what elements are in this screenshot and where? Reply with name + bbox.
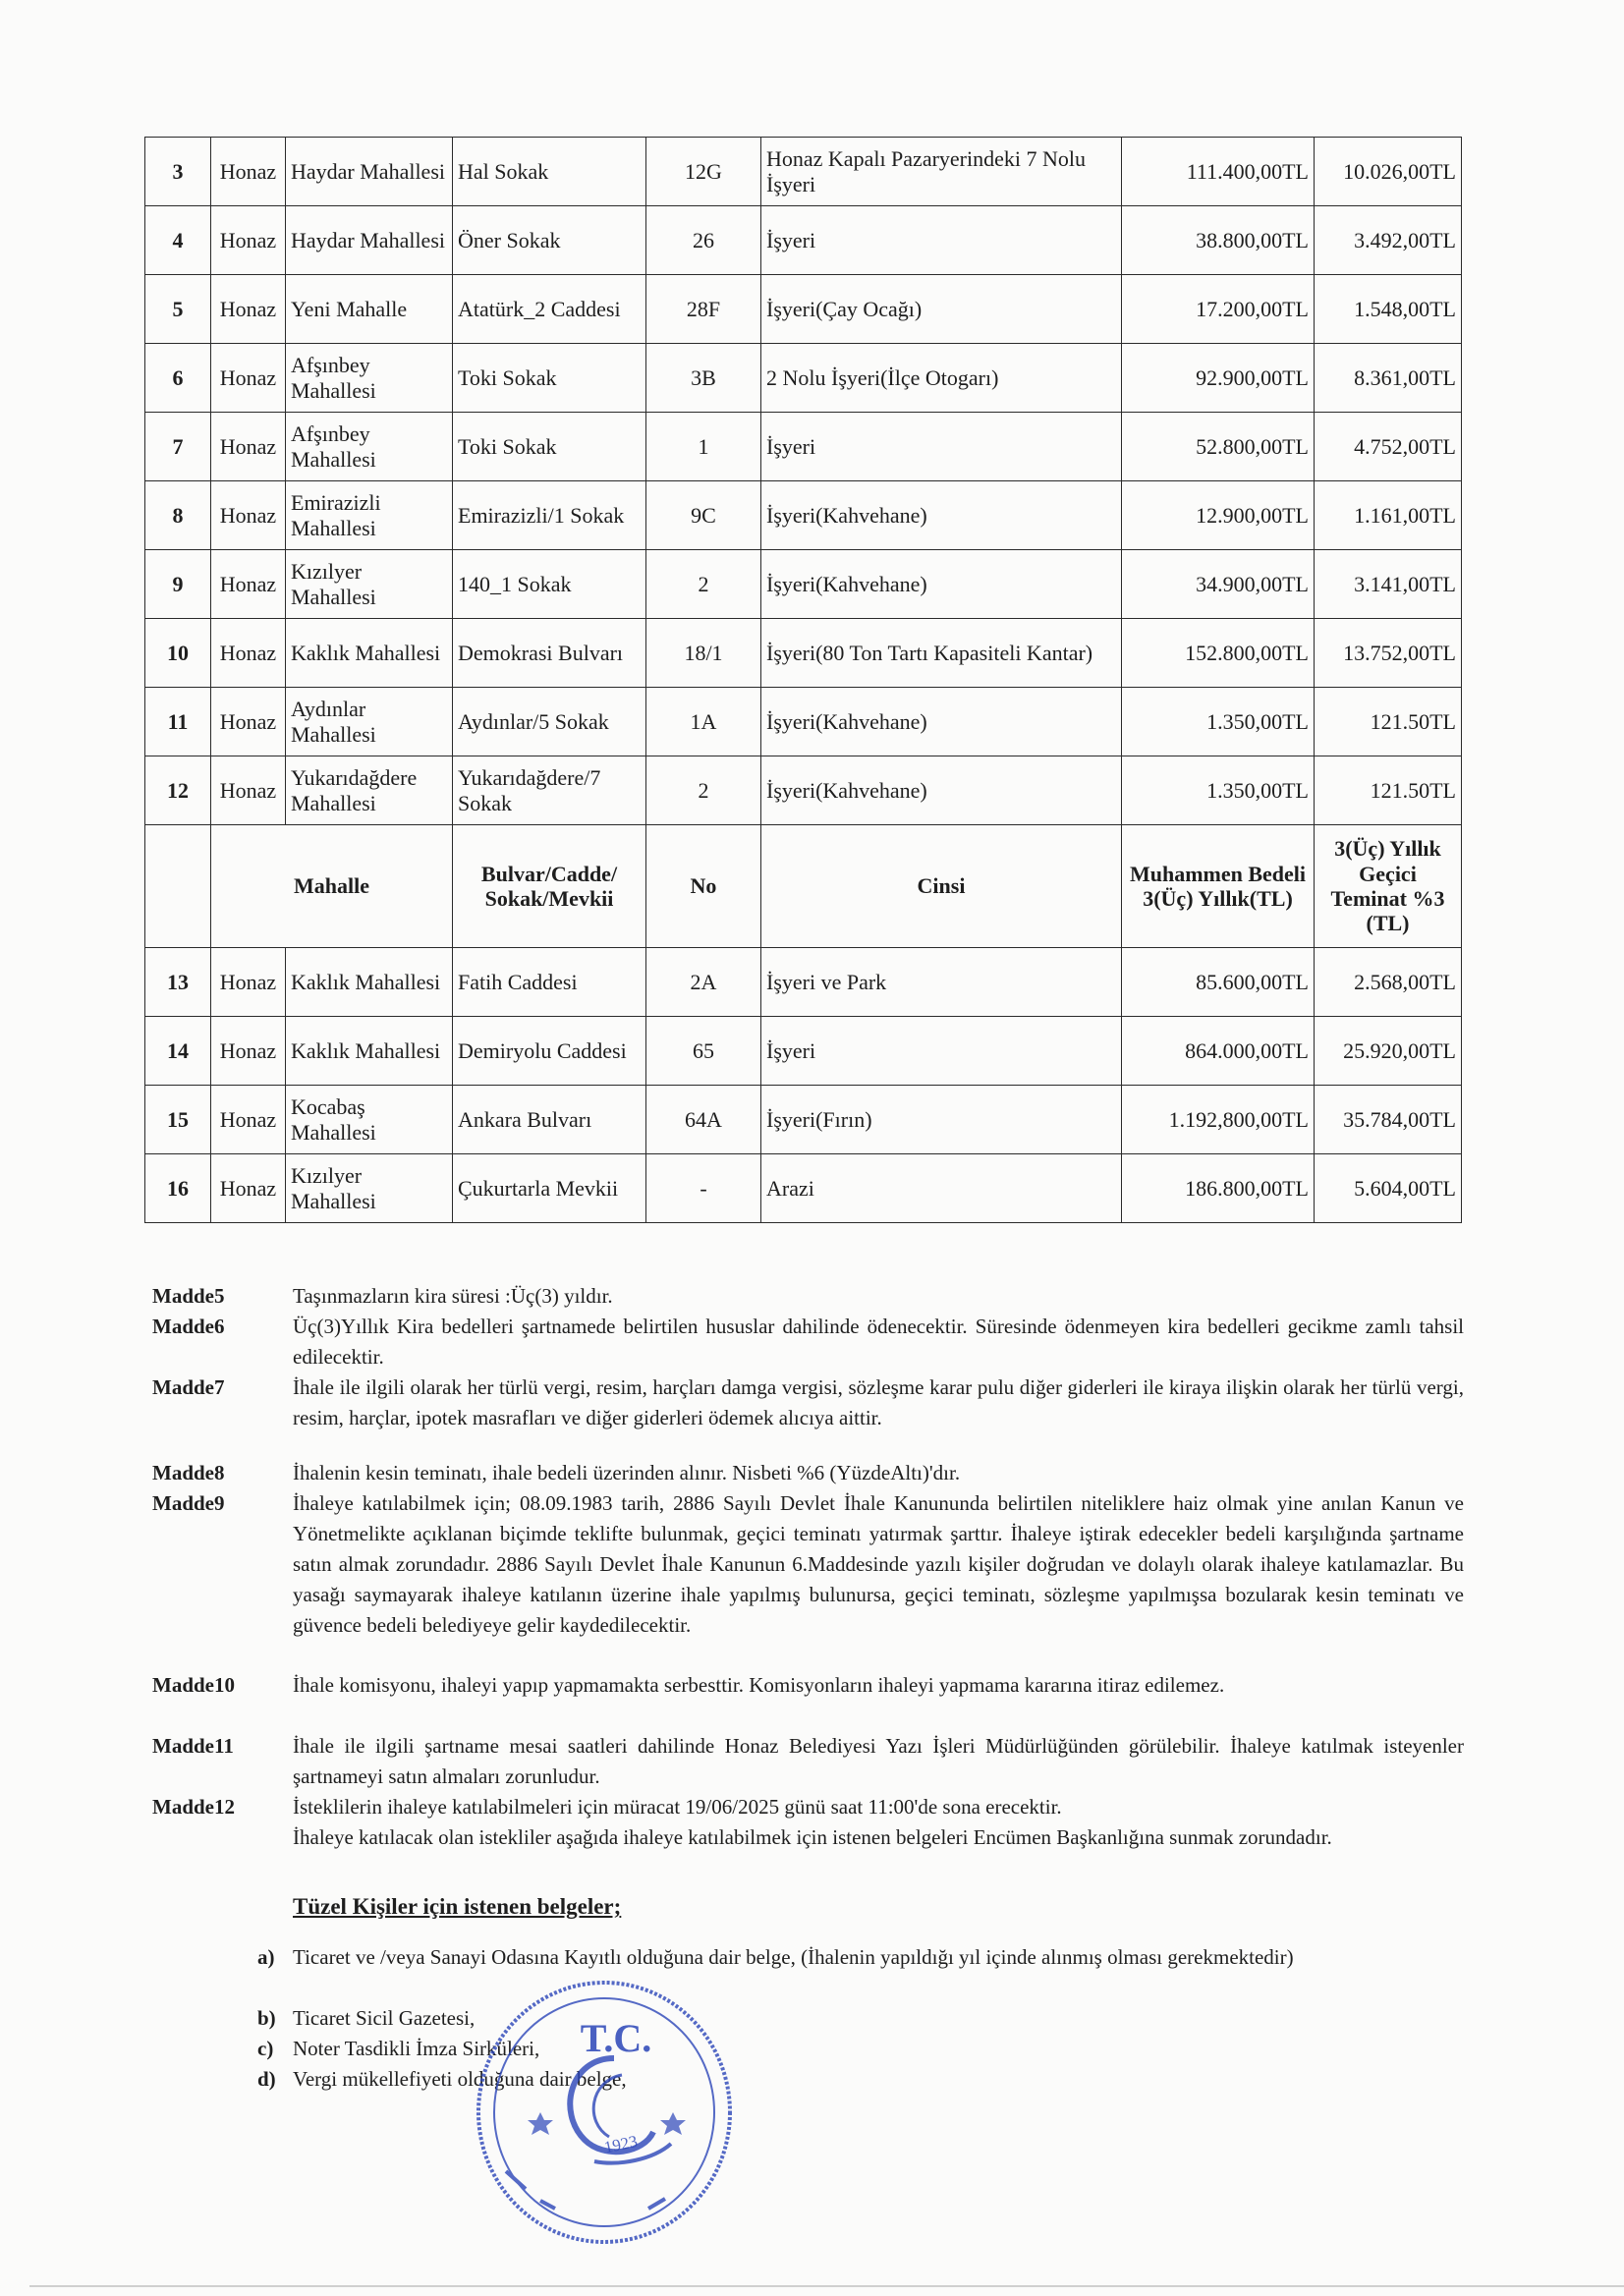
madde-12: Madde12 İsteklilerin ihaleye katılabilmeleri için müracat 19/06/2025 günü saat 11:00'de sona erecektir. İhaleye katılacak olan istekliler aşağıda ihaleye katılabilmek için istenen belgeleri Encümen Başkanlığına sunmak zorundadır. xyxy=(152,1792,1464,1853)
table-row: 7 Honaz Afşınbey Mahallesi Toki Sokak 1 İşyeri 52.800,00TL 4.752,00TL xyxy=(145,413,1462,481)
requirement-a: a) Ticaret ve /veya Sanayi Odasına Kayıtlı olduğuna dair belge, (İhalenin yapıldığı yıl içinde alınmış olması gerekmektedir) xyxy=(257,1945,1294,1969)
header-no: No xyxy=(646,825,761,948)
table-row: 9 Honaz Kızılyer Mahallesi 140_1 Sokak 2 İşyeri(Kahvehane) 34.900,00TL 3.141,00TL xyxy=(145,550,1462,619)
madde-12-extra: İhaleye katılacak olan istekliler aşağıda ihaleye katılabilmek için istenen belgeleri Encümen Başkanlığına sunmak zorundadır. xyxy=(293,1825,1332,1849)
official-stamp-icon xyxy=(447,1965,761,2269)
page-bottom-edge xyxy=(29,2285,1624,2287)
table-row: 12 Honaz Yukarıdağdere Mahallesi Yukarıdağdere/7 Sokak 2 İşyeri(Kahvehane) 1.350,00TL 121.50TL xyxy=(145,756,1462,825)
madde-10: Madde10 İhale komisyonu, ihaleyi yapıp yapmamakta serbesttir. Komisyonların ihaleyi yapmama kararına itiraz edilemez. xyxy=(152,1673,1225,1697)
header-teminat: 3(Üç) Yıllık Geçici Teminat %3 (TL) xyxy=(1315,825,1462,948)
requirement-d: d) Vergi mükellefiyeti olduğuna dair belge, xyxy=(257,2067,627,2091)
requirements-title: Tüzel Kişiler için istenen belgeler; xyxy=(293,1894,622,1919)
header-sokak: Bulvar/Cadde/ Sokak/Mevkii xyxy=(453,825,646,948)
madde-11: Madde11 İhale ile ilgili şartname mesai saatleri dahilinde Honaz Belediyesi Yazı İşleri Müdürlüğünden görülebilir. İhaleye katılmak isteyenler şartnameyi satın almaları zorunludur. xyxy=(152,1734,1464,1788)
table-row: 5 Honaz Yeni Mahalle Atatürk_2 Caddesi 28F İşyeri(Çay Ocağı) 17.200,00TL 1.548,00TL xyxy=(145,275,1462,344)
table-row: 4 Honaz Haydar Mahallesi Öner Sokak 26 İşyeri 38.800,00TL 3.492,00TL xyxy=(145,206,1462,275)
table-row: 10 Honaz Kaklık Mahallesi Demokrasi Bulvarı 18/1 İşyeri(80 Ton Tartı Kapasiteli Kantar) 152.800,00TL 13.752,00TL xyxy=(145,619,1462,688)
svg-text:T.C.: T.C. xyxy=(580,2016,652,2060)
header-bedel: Muhammen Bedeli 3(Üç) Yıllık(TL) xyxy=(1122,825,1315,948)
table-row: 13 Honaz Kaklık Mahallesi Fatih Caddesi 2A İşyeri ve Park 85.600,00TL 2.568,00TL xyxy=(145,948,1462,1017)
header-mahalle: Mahalle xyxy=(211,825,453,948)
madde-6: Madde6 Üç(3)Yıllık Kira bedelleri şartnamede belirtilen hususlar dahilinde ödenecektir. Süresinde ödenmeyen kira bedelleri gecikme zamlı tahsil edilecektir. xyxy=(152,1315,1464,1369)
table-row: 16 Honaz Kızılyer Mahallesi Çukurtarla Mevkii - Arazi 186.800,00TL 5.604,00TL xyxy=(145,1154,1462,1223)
header-cinsi: Cinsi xyxy=(761,825,1122,948)
table-row: 6 Honaz Afşınbey Mahallesi Toki Sokak 3B 2 Nolu İşyeri(İlçe Otogarı) 92.900,00TL 8.361,00TL xyxy=(145,344,1462,413)
madde-8: Madde8 İhalenin kesin teminatı, ihale bedeli üzerinden alınır. Nisbeti %6 (YüzdeAltı)'dır. xyxy=(152,1461,961,1484)
table-row: 11 Honaz Aydınlar Mahallesi Aydınlar/5 Sokak 1A İşyeri(Kahvehane) 1.350,00TL 121.50TL xyxy=(145,688,1462,756)
table-header-row xyxy=(145,825,1462,948)
requirement-b: b) Ticaret Sicil Gazetesi, xyxy=(257,2006,476,2030)
table-row: 14 Honaz Kaklık Mahallesi Demiryolu Caddesi 65 İşyeri 864.000,00TL 25.920,00TL xyxy=(145,1017,1462,1086)
table-row: 3 Honaz Haydar Mahallesi Hal Sokak 12G Honaz Kapalı Pazaryerindeki 7 Nolu İşyeri 111.400,00TL 10.026,00TL xyxy=(145,138,1462,206)
svg-text:1923: 1923 xyxy=(602,2131,640,2157)
table-row: 15 Honaz Kocabaş Mahallesi Ankara Bulvarı 64A İşyeri(Fırın) 1.192,800,00TL 35.784,00TL xyxy=(145,1086,1462,1154)
madde-7: Madde7 İhale ile ilgili olarak her türlü vergi, resim, harçları damga vergisi, sözleşme karar pulu diğer giderleri ile kiraya ilişkin olarak her türlü vergi, resim, harçlar, ipotek masrafları ve diğer giderleri ödemek alıcıya aittir. xyxy=(152,1375,1464,1429)
madde-9: Madde9 İhaleye katılabilmek için; 08.09.1983 tarih, 2886 Sayılı Devlet İhale Kanununda belirtilen niteliklere haiz olmak yine anılan Kanun ve Yönetmelikte açıklanan biçimde teklifte bulunmak, geçici teminatı yatırmak şarttır. İhaleye iştirak edecekler bedeli karşılığında şartname satın almak zorundadır. 2886 Sayılı Devlet İhale Kanunun 6.Maddesinde yazılı kişiler doğrudan ve dolaylı olarak ihaleye katılamazlar. Bu yasağı saymayarak ihaleye katılanın üzerine ihale yapılmış bulunursa, geçici teminatı, sözleşme yapılmışsa bozularak kesin teminatı ve güvence bedeli belediyeye gelir kaydedilecektir. xyxy=(152,1491,1464,1637)
ihale-table xyxy=(144,137,1462,1223)
madde-5: Madde5 Taşınmazların kira süresi :Üç(3) yıldır. xyxy=(152,1284,613,1308)
table-row: 8 Honaz Emirazizli Mahallesi Emirazizli/1 Sokak 9C İşyeri(Kahvehane) 12.900,00TL 1.161,00TL xyxy=(145,481,1462,550)
requirement-c: c) Noter Tasdikli İmza Sirküleri, xyxy=(257,2037,540,2060)
